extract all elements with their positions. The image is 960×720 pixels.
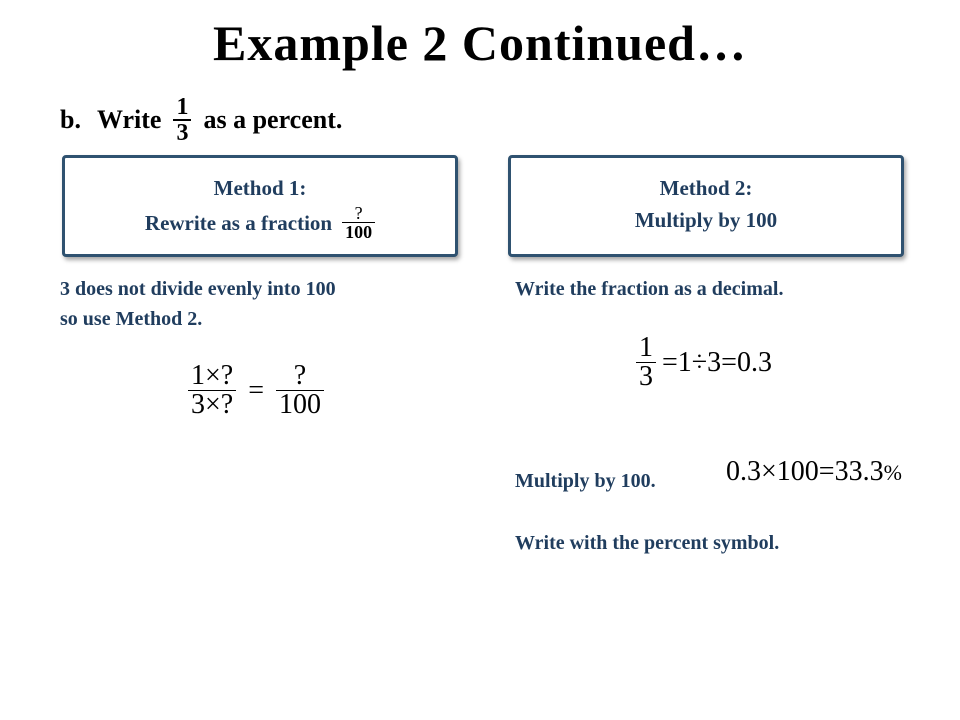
method1-fraction-denominator: 100 [345,222,373,242]
prompt-fraction-denominator: 3 [176,120,189,146]
method1-eq-lhs-denominator: 3×? [191,389,234,420]
method1-text: Rewrite as a fraction [144,210,333,235]
prompt-fraction-numerator: 1 [176,94,189,120]
method2-eq1-rest: =1÷3=0.3 [662,346,772,378]
method2-step3: Write with the percent symbol. [515,532,780,554]
method1-fraction-numerator: ? [354,203,363,223]
method2-eq2: 0.3×100=33.3 [726,456,884,487]
method1-eq-equals: = [248,374,265,406]
method2-eq1-fraction [636,334,656,391]
prompt-label: b. [60,105,81,134]
prompt-fraction [173,95,191,145]
prompt-write: Write [96,105,162,134]
method2-eq2-percent: % [883,460,902,485]
method1-note-line1: 3 does not divide evenly into 100 [60,278,336,300]
method2-equation1 [636,334,772,391]
method2-heading: Method 2: [659,176,753,200]
method2-box [508,155,904,257]
method2-step2: Multiply by 100. [515,470,656,492]
method1-eq-rhs-numerator: ? [293,360,307,391]
method2-step1: Write the fraction as a decimal. [515,278,784,300]
method1-eq-rhs [276,362,324,419]
method2-eq1-denominator: 3 [639,361,653,392]
method1-line [65,204,455,241]
method2-equation2 [726,456,902,488]
method1-fraction [342,204,375,241]
prompt-rest: as a percent. [203,105,343,134]
method1-heading: Method 1: [213,176,307,200]
slide-title: Example 2 Continued… [213,15,747,71]
method1-note-line2: so use Method 2. [60,308,203,330]
method1-eq-rhs-denominator: 100 [279,389,322,420]
method1-note [60,274,480,334]
method1-box [62,155,458,257]
method2-text: Multiply by 100 [634,208,778,232]
prompt-line [60,90,342,150]
method1-eq-lhs-numerator: 1×? [191,360,234,391]
method2-eq1-numerator: 1 [639,332,653,363]
method1-eq-lhs [188,362,236,419]
method1-equation [188,362,324,419]
